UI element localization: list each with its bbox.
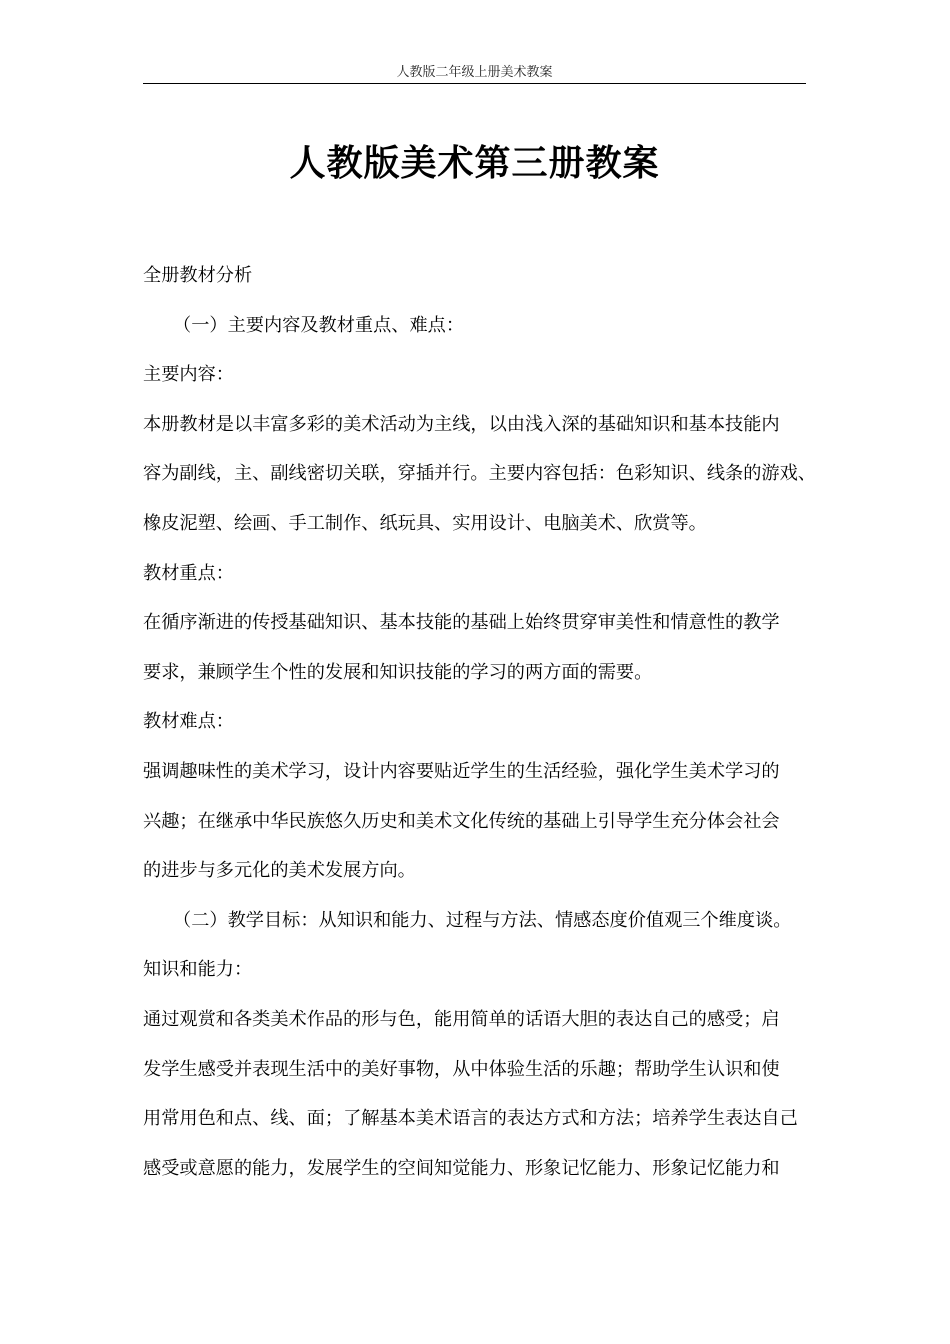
paragraph-line: 用常用色和点、线、面；了解基本美术语言的表达方式和方法；培养学生表达自己 [143, 1108, 798, 1130]
paragraph-line: 感受或意愿的能力，发展学生的空间知觉能力、形象记忆能力、形象记忆能力和 [143, 1157, 780, 1179]
label-difficulties: 教材难点： [143, 711, 234, 733]
label-main-content: 主要内容： [143, 364, 234, 386]
document-body [143, 251, 816, 1193]
section-heading-analysis: 全册教材分析 [143, 265, 253, 286]
paragraph-line: 要求，兼顾学生个性的发展和知识技能的学习的两方面的需要。 [143, 661, 653, 683]
header-divider [143, 83, 806, 84]
paragraph-line: 的进步与多元化的美术发展方向。 [143, 860, 416, 882]
paragraph-line: 发学生感受并表现生活中的美好事物，从中体验生活的乐趣；帮助学生认识和使 [143, 1058, 780, 1080]
subsection-heading-objectives: （二）教学目标：从知识和能力、过程与方法、情感态度价值观三个维度谈。 [173, 909, 792, 931]
subsection-heading-content: （一）主要内容及教材重点、难点： [173, 314, 465, 336]
label-knowledge-ability: 知识和能力： [143, 959, 253, 981]
paragraph-line: 在循序渐进的传授基础知识、基本技能的基础上始终贯穿审美性和情意性的教学 [143, 612, 780, 634]
paragraph-line: 兴趣；在继承中华民族悠久历史和美术文化传统的基础上引导学生充分体会社会 [143, 810, 780, 832]
running-header: 人教版二年级上册美术教案 [396, 65, 553, 80]
paragraph-line: 橡皮泥塑、绘画、手工制作、纸玩具、实用设计、电脑美术、欣赏等。 [143, 512, 707, 534]
paragraph-line: 强调趣味性的美术学习，设计内容要贴近学生的生活经验，强化学生美术学习的 [143, 760, 780, 782]
paragraph-line: 通过观赏和各类美术作品的形与色，能用简单的话语大胆的表达自己的感受；启 [143, 1008, 780, 1030]
document-title: 人教版美术第三册教案 [289, 143, 660, 184]
label-key-points: 教材重点： [143, 562, 234, 584]
paragraph-line: 容为副线，主、副线密切关联，穿插并行。主要内容包括：色彩知识、线条的游戏、 [143, 463, 816, 485]
paragraph-line: 本册教材是以丰富多彩的美术活动为主线，以由浅入深的基础知识和基本技能内 [143, 413, 780, 435]
